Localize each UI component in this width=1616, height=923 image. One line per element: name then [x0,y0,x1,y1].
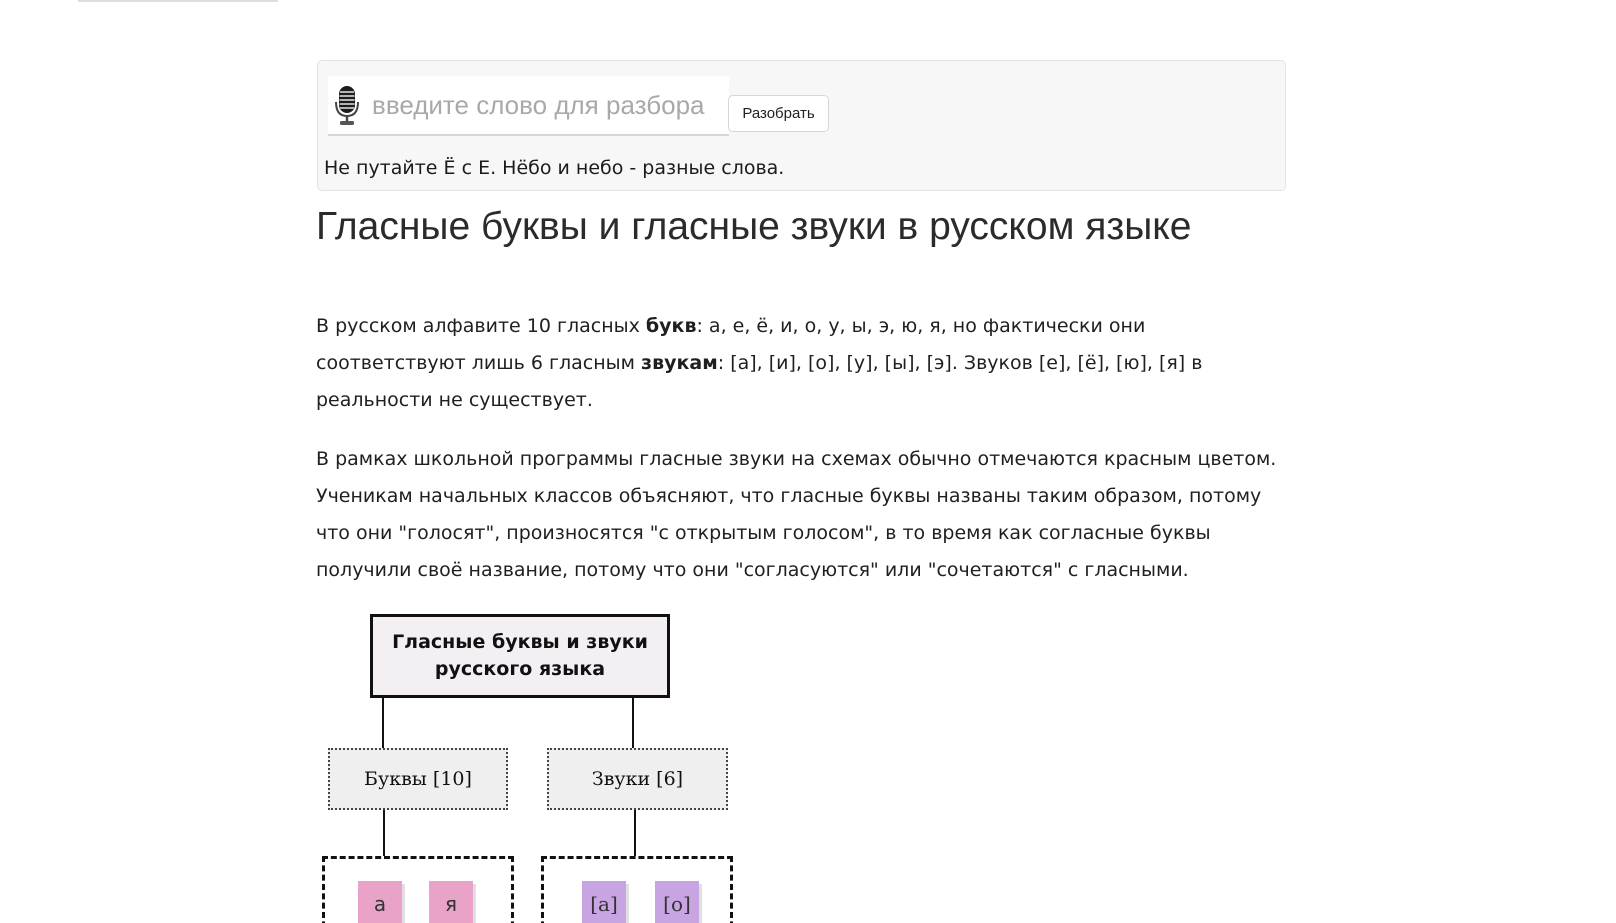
top-divider [78,0,278,2]
paragraph-vowel-letters [316,308,1296,419]
vowels-diagram [316,612,736,923]
diagram-root-box [370,614,670,698]
word-parse-panel [317,60,1286,191]
letter-tile: я [429,881,473,923]
paragraph-text: : а, е, ё, и, о, у, ы, э, ю, я, но фактически они соответствуют лишь 6 гласным [316,315,1146,374]
bold-term-sounds: звукам [641,352,718,374]
diagram-sounds-box [547,748,728,810]
diagram-letters-examples [322,856,514,923]
diagram-sounds-examples [541,856,733,923]
search-input[interactable] [368,85,723,125]
diagram-letters-box [328,748,508,810]
bold-term-letters: букв [645,315,697,337]
sound-tile: [о] [655,881,699,923]
search-box [328,76,729,136]
diagram-letters-label: Буквы [10] [364,768,472,790]
diagram-root-line1: Гласные буквы и звуки [392,631,648,653]
letter-tile: а [358,881,402,923]
parse-button[interactable]: Разобрать [728,95,829,132]
sound-tile: [а] [582,881,626,923]
page-title: Гласные буквы и гласные звуки в русском языке [316,205,1192,248]
hint-text: Не путайте Ё с Е. Нёбо и небо - разные слова. [324,157,785,179]
diagram-root-line2: русского языка [434,658,606,680]
paragraph-text: В русском алфавите 10 гласных [316,315,646,337]
paragraph-text: : [а], [и], [о], [у], [ы], [э]. Звуков [е], [ё], [ю], [я] в реальности не существует. [316,352,1203,411]
diagram-sounds-label: Звуки [6] [591,768,684,790]
microphone-icon[interactable] [328,75,368,135]
paragraph-school-program: В рамках школьной программы гласные звуки на схемах обычно отмечаются красным цветом. Ученикам начальных классов объясняют, что гласные буквы названы таким образом, потому что они "голосят", произносятся "с открытым голосом", в то время как согласные буквы получили своё название, потому что они "согласуются" или "сочетаются" с гласными. [316,448,1277,581]
